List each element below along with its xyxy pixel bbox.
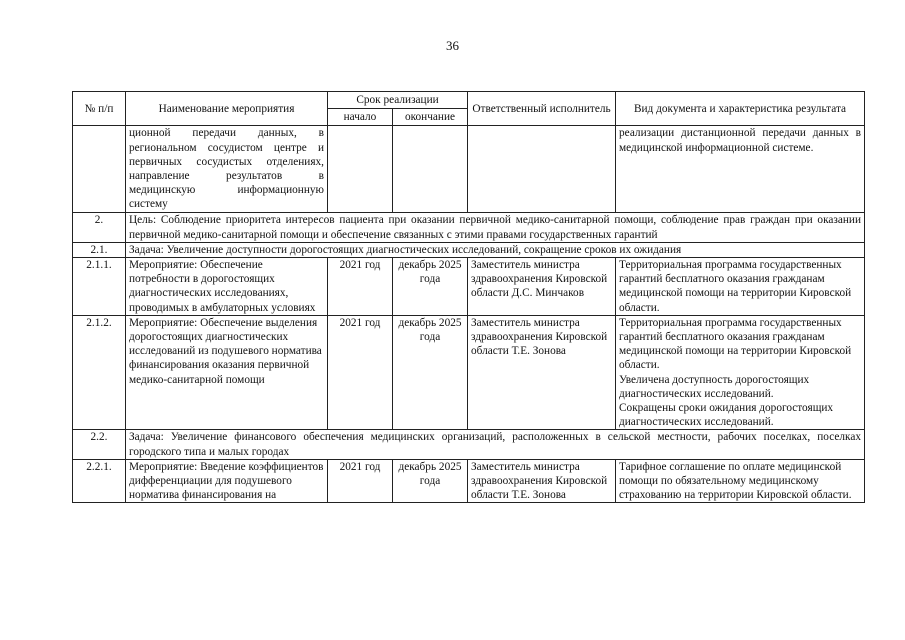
row-result-cell: реализации дистанционной передачи данных в медицинской информационной системе. [616,126,865,213]
row-responsible-cell: Заместитель министра здравоохранения Кировской области Т.Е. Зонова [468,459,616,503]
header-row [73,92,865,109]
section-row [73,242,865,257]
row-name-cell: ционной передачи данных, в региональном сосудистом центре и первичных сосудистых отделениях, направление результатов в медицинскую информационную систему [126,126,328,213]
section-num: 2.2. [73,430,126,459]
section-row [73,430,865,459]
row-num-cell: 2.2.1. [73,459,126,503]
row-name-cell: Мероприятие: Обеспечение выделения дорогостоящих диагностических исследований из подушевого норматива финансирования оказания первичной медико-санитарной помощи [126,315,328,430]
row-responsible-cell: Заместитель министра здравоохранения Кировской области Т.Е. Зонова [468,315,616,430]
page-number: 36 [446,38,459,53]
row-num-cell [73,126,126,213]
row-start-cell: 2021 год [328,258,393,316]
section-text: Задача: Увеличение финансового обеспечения медицинских организаций, расположенных в сельской местности, рабочих поселках, поселках городского типа и малых городах [126,430,865,459]
header-name: Наименование мероприятия [126,92,328,126]
table-row [73,258,865,316]
row-end-cell: декабрь 2025 года [393,258,468,316]
row-start-cell: 2021 год [328,315,393,430]
row-name-cell: Мероприятие: Введение коэффициентов дифференциации для подушевого норматива финансирования на [126,459,328,503]
activities-table [72,91,865,503]
header-num: № п/п [73,92,126,126]
row-name-cell: Мероприятие: Обеспечение потребности в дорогостоящих диагностических исследованиях, проводимых в амбулаторных условиях [126,258,328,316]
row-num-cell: 2.1.2. [73,315,126,430]
table-row [73,459,865,503]
row-result-cell [616,315,865,430]
row-end-cell: декабрь 2025 года [393,315,468,430]
section-text: Цель: Соблюдение приоритета интересов пациента при оказании первичной медико-санитарной помощи, соблюдение прав граждан при оказании первичной медико-санитарной помощи и обеспечение связанных с этими правами государственных гарантий [126,213,865,242]
row-start-cell: 2021 год [328,459,393,503]
section-num: 2.1. [73,242,126,257]
row-num-cell: 2.1.1. [73,258,126,316]
row-result-cell: Тарифное соглашение по оплате медицинской помощи по обязательному медицинскому страхованию на территории Кировской области. [616,459,865,503]
table-row [73,315,865,430]
header-term: Срок реализации [328,92,468,109]
table-row [73,126,865,213]
row-result-cell: Территориальная программа государственных гарантий бесплатного оказания гражданам медицинской помощи на территории Кировской области. [616,258,865,316]
section-num: 2. [73,213,126,242]
header-responsible: Ответственный исполнитель [468,92,616,126]
section-text: Задача: Увеличение доступности дорогостоящих диагностических исследований, сокращение сроков их ожидания [126,242,865,257]
row-end-cell [393,126,468,213]
result-paragraph: Территориальная программа государственных гарантий бесплатного оказания гражданам медицинской помощи на территории Кировской области. [619,316,852,372]
row-end-cell: декабрь 2025 года [393,459,468,503]
row-start-cell [328,126,393,213]
row-responsible-cell [468,126,616,213]
header-result: Вид документа и характеристика результата [616,92,865,126]
header-end: окончание [393,109,468,126]
result-paragraph: Сокращены сроки ожидания дорогостоящих диагностических исследований. [619,402,834,429]
row-responsible-cell: Заместитель министра здравоохранения Кировской области Д.С. Минчаков [468,258,616,316]
result-paragraph: Увеличена доступность дорогостоящих диагностических исследований. [619,373,810,400]
section-row [73,213,865,242]
header-start: начало [328,109,393,126]
